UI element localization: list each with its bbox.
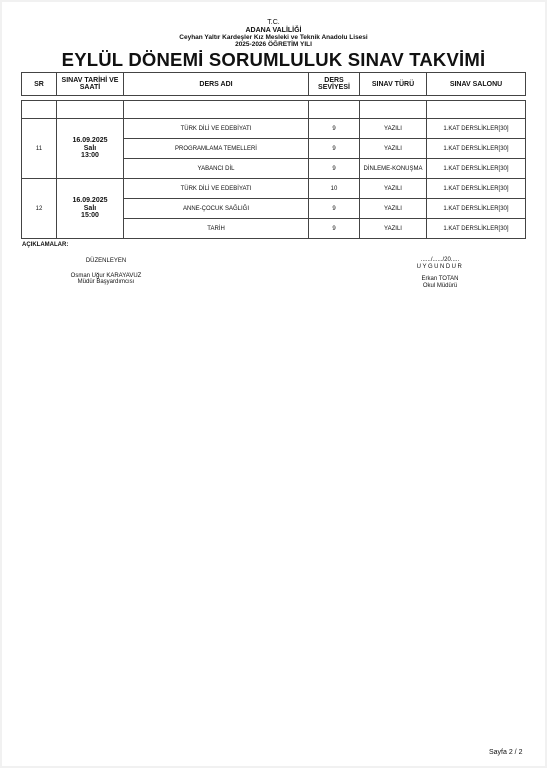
signature-block-prepared-by: [46, 258, 166, 286]
col-header-date-time: SINAV TARİHİ VE SAATİ: [57, 73, 124, 96]
cell-room: 1.KAT DERSLİKLER[30]: [427, 199, 526, 219]
signature-title: Müdür Başyardımcısı: [77, 279, 135, 285]
signature-block-approval: [380, 257, 500, 289]
document-title: EYLÜL DÖNEMİ SORUMLULUK SINAV TAKVİMİ: [61, 49, 486, 70]
page-number: Sayfa 2 / 2: [489, 749, 523, 756]
cell-level: 10: [309, 179, 360, 199]
header-school-name: Ceyhan Yaltır Kardeşler Kız Mesleki ve Teknik Anadolu Lisesi: [179, 34, 368, 41]
cell-course: TARİH: [124, 219, 309, 239]
cell-level: 9: [309, 139, 360, 159]
exam-time: 13:00: [81, 152, 99, 160]
cell-exam-type: YAZILI: [360, 139, 427, 159]
header-tc: T.C.: [267, 19, 280, 26]
cell-level: 9: [309, 119, 360, 139]
cell-exam-type: YAZILI: [360, 119, 427, 139]
cell-room: 1.KAT DERSLİKLER[30]: [427, 179, 526, 199]
approval-date: ....../....../20.....: [420, 257, 460, 263]
cell-level: 9: [309, 159, 360, 179]
table-header-row: [22, 73, 526, 96]
cell-level: 9: [309, 199, 360, 219]
signature-role: DÜZENLEYEN: [85, 258, 127, 264]
table-row: [22, 179, 526, 199]
approval-label: UYGUNDUR: [416, 263, 464, 270]
header-governorship: ADANA VALİLİĞİ: [245, 27, 302, 34]
exam-date: 16.09.2025: [72, 197, 108, 205]
col-header-exam-type: SINAV TÜRÜ: [360, 73, 427, 96]
cell-course: TÜRK DİLİ VE EDEBİYATI: [124, 119, 309, 139]
exam-time: 15:00: [81, 212, 99, 220]
col-header-course: DERS ADI: [124, 73, 309, 96]
cell-room: 1.KAT DERSLİKLER[30]: [427, 119, 526, 139]
cell-room: 1.KAT DERSLİKLER[30]: [427, 219, 526, 239]
cell-date-time: [57, 179, 124, 239]
cell-sr: 11: [22, 119, 57, 179]
notes-label: AÇIKLAMALAR:: [22, 242, 69, 248]
signature-name: Osman Uğur KARAYAVUZ: [70, 272, 142, 279]
cell-course: PROGRAMLAMA TEMELLERİ: [124, 139, 309, 159]
exam-date: 16.09.2025: [72, 137, 108, 145]
table-row: [22, 119, 526, 139]
signature-title: Okul Müdürü: [422, 282, 458, 289]
cell-exam-type: YAZILI: [360, 199, 427, 219]
cell-course: ANNE-ÇOCUK SAĞLIĞI: [124, 199, 309, 219]
exam-schedule-table: [21, 72, 526, 239]
col-header-level: DERS SEVİYESİ: [309, 73, 360, 96]
exam-day: Salı: [83, 144, 97, 152]
cell-room: 1.KAT DERSLİKLER[30]: [427, 159, 526, 179]
cell-course: TÜRK DİLİ VE EDEBİYATI: [124, 179, 309, 199]
table-row-empty: [22, 101, 526, 119]
cell-sr: 12: [22, 179, 57, 239]
cell-exam-type: YAZILI: [360, 179, 427, 199]
cell-exam-type: DİNLEME-KONUŞMA: [360, 159, 427, 179]
cell-course: YABANCI DİL: [124, 159, 309, 179]
cell-level: 9: [309, 219, 360, 239]
signature-name: Erkan TOTAN: [421, 276, 459, 282]
col-header-sr: SR: [22, 73, 57, 96]
exam-day: Salı: [83, 204, 97, 212]
cell-exam-type: YAZILI: [360, 219, 427, 239]
cell-date-time: [57, 119, 124, 179]
header-academic-year: 2025-2026 ÖĞRETİM YILI: [235, 41, 312, 48]
cell-room: 1.KAT DERSLİKLER[30]: [427, 139, 526, 159]
col-header-room: SINAV SALONU: [427, 73, 526, 96]
